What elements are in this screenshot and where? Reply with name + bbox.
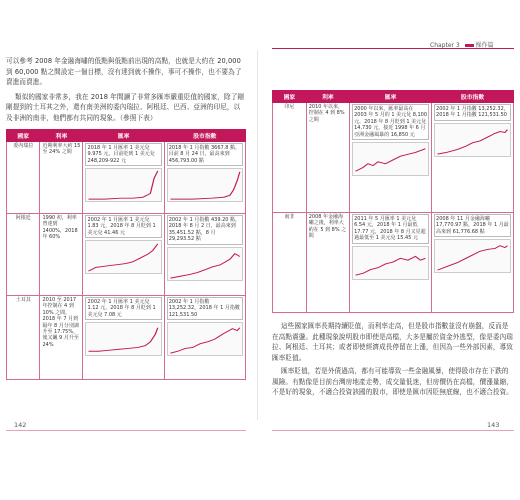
index-mini-chart: [434, 239, 511, 273]
th-country: 國家: [7, 130, 40, 142]
rate-note: 1990 初，利率曾達到 1400%，2018 年 60%: [40, 214, 83, 296]
chapter-marker: [465, 44, 474, 47]
fx-text: 2000 年以來，匯率最高在 2003 年 5 月的 1 美元兌 8,100 元，2018 年 8 月貶到 1 美元兌 14,730 元，接近 1998 年 6 月亞洲金融風暴的 16,850 元: [352, 104, 429, 140]
fx-text: 2018 年 1 月匯率 1 美元兌 9.975 元，目前貶到 1 美元兌 248,209-922 元: [85, 143, 161, 166]
right-paragraph-2: 匯率貶值，若是外債過高，都有可能導致一些金融風暴，使得股市存在下跌的風險。有點像是目前台灣房地產走勢，成交量低迷，但房價仍在高檔，價漲量縮，不是好的現象，不適合投資該國的股市，即使是匯市因貶無底線，也不適合投資。: [272, 367, 513, 396]
index-text: 2002 年 1 月指數 13,252.32，2018 年 1 月指數 121,531.50: [167, 297, 243, 320]
index-mini-chart: [434, 123, 511, 157]
index-text: 2008 年 11 月金融海嘯 17,770.97 點，2018 年 1 月最高來到 61,776.68 點: [434, 214, 511, 237]
index-text: 2002 年 1 月指數 13,252.32，2018 年 1 月指數 121,531.50: [434, 104, 511, 121]
table-header-row: [7, 130, 246, 142]
left-fx-table: [6, 129, 246, 380]
table-row: [273, 213, 514, 313]
fx-cell: [350, 103, 432, 213]
fx-cell: [350, 213, 432, 313]
gutter-divider: [257, 50, 258, 420]
country-cell: 南非: [273, 213, 307, 313]
index-mini-chart: [167, 247, 243, 281]
country-cell: 阿根廷: [7, 214, 40, 296]
index-cell: [432, 103, 514, 213]
index-cell: [164, 296, 245, 380]
index-cell: [432, 213, 514, 313]
th-fx: 匯率: [83, 130, 164, 142]
index-mini-chart: [167, 322, 243, 356]
index-text: 2018 年 1 月指數 3667.8 點，目前 8 月 24 日，最高來到 456,793.00 點: [167, 143, 243, 166]
th-fx: 匯率: [350, 91, 432, 103]
chapter-title: 操作篇: [475, 42, 494, 49]
index-mini-chart: [167, 168, 243, 202]
country-cell: 委內瑞拉: [7, 142, 40, 214]
rate-note: 近期利率大約 15 至 24% 之間: [40, 142, 83, 214]
country-cell: 土耳其: [7, 296, 40, 380]
table-row: [7, 214, 246, 296]
right-bottom-rule: [272, 430, 514, 431]
table-row: [273, 103, 514, 213]
rate-note: 2010 至 2017 年控制在 4 到 10% 之間，2018 年 7 月到隔年 8 月分別調升至 17.75%，後又飆 9 月升至 24%: [40, 296, 83, 380]
country-cell: 印尼: [273, 103, 307, 213]
index-cell: [164, 214, 245, 296]
fx-text: 2011 年 5 月匯率 1 美元兌 6.54 元，2018 年 1 月最低 17.77 元，2018 年 8 月又見超過最低至 1 美元兌 15.45 元: [352, 214, 429, 244]
left-paragraph-1: 可以參考 2008 年金融海嘯的低點與低點前出現的高點，也就是大約在 20,000 到 60,000 點之間設定一個目標，沒有達到就不操作，事可不操作，也不要為了賣進而賣進。: [6, 57, 242, 86]
rate-note: 2008 年金融海嘯之後，利率大約在 5 到 8% 之間: [306, 213, 349, 313]
th-index: 股市指數: [432, 91, 514, 103]
fx-cell: [83, 142, 164, 214]
right-paragraph-1: 這些國家匯率長期持續貶值，而利率走高，但是股市指數並沒有崩盤，反而是在高點震盪。此種現象說明股市即使是高檔，大多是屬於資金外逃型，像是委內瑞拉、阿根廷、土耳其；或者即使經濟成長停留在上漲，但因為一些外部因素，導致匯率貶值。: [272, 322, 513, 362]
table-row: [7, 142, 246, 214]
running-header: [430, 40, 494, 49]
fx-mini-chart: [352, 246, 429, 280]
right-fx-table: [272, 90, 514, 313]
index-cell: [164, 142, 245, 214]
fx-cell: [83, 214, 164, 296]
left-bottom-rule: [6, 430, 246, 431]
table-row: [7, 296, 246, 380]
fx-mini-chart: [85, 168, 161, 202]
fx-mini-chart: [85, 322, 161, 356]
table-header-row: [273, 91, 514, 103]
left-page: [6, 56, 246, 416]
right-page: [272, 56, 514, 416]
left-paragraph-2: 類似的國家非常多，我在 2018 年間讀了非常多匯率嚴重貶值的國家，除了剛剛提到的土耳其之外，還有南美洲的委內瑞拉、阿根廷、巴西、亞洲的印尼，以及非洲的南非，他們都有共同的現象。（參照下表）: [6, 92, 245, 122]
index-text: 2002 年 1 月指數 439.20 點，2018 年 8 月 2 日，最高來到 35,451.52 點，8 月 29,293.52 點: [167, 215, 243, 245]
fx-text: 2002 年 1 月匯率 1 美元兌 1.12 元，2018 年 8 月貶到 1 美元兌 7.08 元: [85, 297, 161, 320]
fx-cell: [83, 296, 164, 380]
th-rate: 利率: [306, 91, 349, 103]
right-page-number: 143: [487, 421, 500, 429]
th-country: 國家: [273, 91, 307, 103]
rate-note: 2010 年以來，控制在 4 到 8% 之間: [306, 103, 349, 213]
th-index: 股市指數: [164, 130, 245, 142]
fx-text: 2002 年 1 月匯率 1 美元兌 1.83 元，2018 年 8 月貶到 1 美元兌 41.46 元: [85, 215, 161, 238]
fx-mini-chart: [352, 142, 429, 176]
th-rate: 利率: [40, 130, 83, 142]
left-page-number: 142: [14, 421, 27, 429]
chapter-label: Chapter 3: [430, 42, 460, 49]
fx-mini-chart: [85, 240, 161, 274]
